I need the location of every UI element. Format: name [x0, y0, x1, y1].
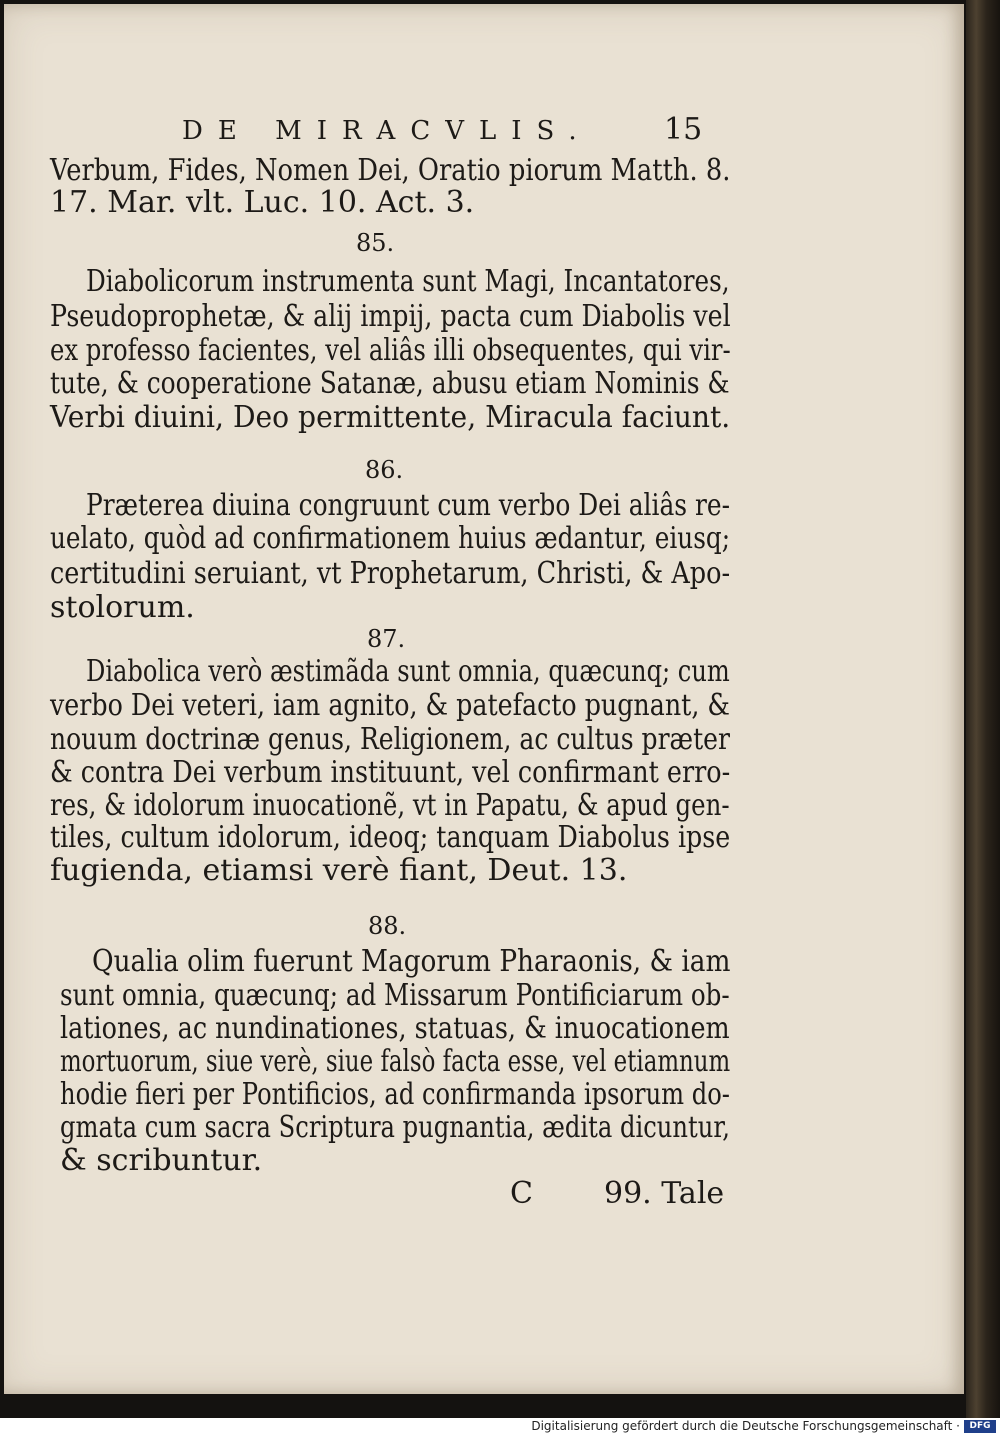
text-line: fugienda, etiamsi verè fiant, Deut. 13. — [50, 853, 628, 888]
book-edge — [966, 0, 1000, 1418]
text-line: tute, & cooperatione Satanæ, abusu etiam Nominis & — [50, 366, 730, 401]
dfg-logo-icon: DFG — [964, 1420, 996, 1433]
text-line: Verbi diuini, Deo permittente, Miracula faciunt. — [50, 400, 731, 435]
section-number: 86. — [365, 456, 404, 484]
running-head: DE MIRACVLIS. — [182, 116, 592, 146]
text-line: 17. Mar. vlt. Luc. 10. Act. 3. — [50, 185, 475, 220]
text-line: mortuorum, siue verè, siue falsò facta esse, vel etiamnum — [60, 1044, 731, 1079]
section-number: 87. — [367, 625, 406, 653]
text-line: nouum doctrinæ genus, Religionem, ac cultus præter — [50, 722, 730, 757]
text-line: res, & idolorum inuocationẽ, vt in Papatu, & apud gen- — [50, 788, 730, 823]
text-line: & scribuntur. — [60, 1143, 263, 1178]
catchword: 99. Tale — [604, 1176, 725, 1211]
text-line: lationes, ac nundinationes, statuas, & inuocationem — [60, 1011, 730, 1046]
text-line: gmata cum sacra Scriptura pugnantia, ædita dicuntur, — [60, 1110, 730, 1145]
text-line: & contra Dei verbum instituunt, vel confirmant erro- — [50, 755, 731, 790]
funding-credit: Digitalisierung gefördert durch die Deutsche Forschungsgemeinschaft · — [531, 1419, 960, 1433]
text-line: Præterea diuina congruunt cum verbo Dei aliâs re- — [86, 488, 730, 523]
text-line: tiles, cultum idolorum, ideoq; tanquam Diabolus ipse — [50, 820, 731, 855]
text-line: sunt omnia, quæcunq; ad Missarum Pontificiarum ob- — [60, 978, 730, 1013]
text-line: Verbum, Fides, Nomen Dei, Oratio piorum Matth. 8. — [50, 153, 731, 188]
text-line: Qualia olim fuerunt Magorum Pharaonis, & iam — [92, 944, 731, 979]
text-line: stolorum. — [50, 590, 195, 625]
signature-mark: C — [510, 1176, 533, 1211]
text-line: Diabolicorum instrumenta sunt Magi, Incantatores, — [86, 264, 730, 299]
section-number: 85. — [356, 229, 395, 257]
text-line: Diabolica verò æstimãda sunt omnia, quæcunq; cum — [86, 654, 730, 689]
text-line: certitudini seruiant, vt Prophetarum, Christi, & Apo- — [50, 556, 731, 591]
folio-number: 15 — [664, 112, 703, 147]
text-line: verbo Dei veteri, iam agnito, & patefacto pugnant, & — [50, 688, 730, 723]
text-line: hodie fieri per Pontificios, ad confirmanda ipsorum do- — [60, 1077, 730, 1112]
text-line: Pseudoprophetæ, & alij impij, pacta cum Diabolis vel — [50, 299, 731, 334]
text-line: ex professo facientes, vel aliâs illi obsequentes, qui vir- — [50, 333, 731, 368]
section-number: 88. — [368, 912, 407, 940]
text-line: uelato, quòd ad confirmationem huius ædantur, eiusq; — [50, 521, 731, 556]
